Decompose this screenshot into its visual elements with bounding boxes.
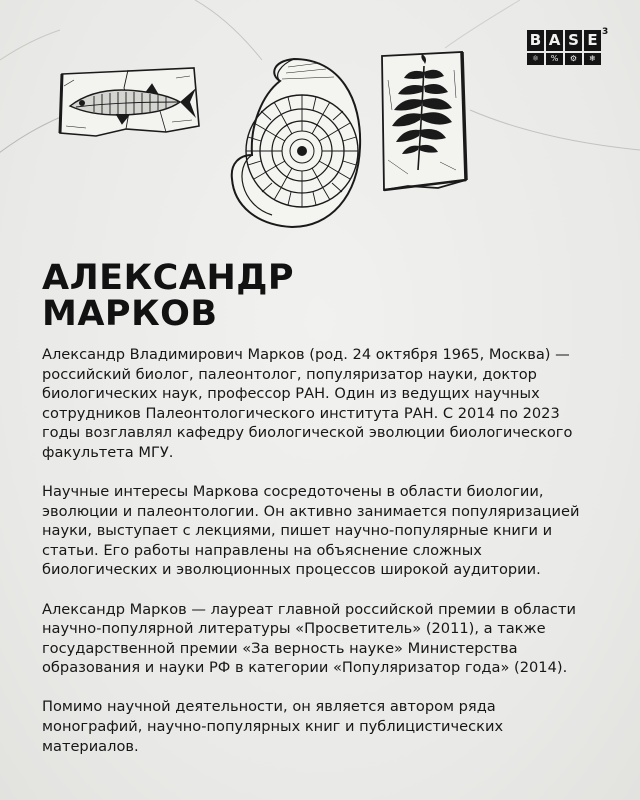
- text-line: Помимо научной деятельности, он является автором ряда: [42, 698, 496, 716]
- text-line: образования и науки РФ в категории «Популяризатор года» (2014).: [42, 659, 568, 677]
- paragraph-interests: [42, 482, 612, 580]
- page-title: [42, 260, 294, 332]
- text-line: Александр Владимирович Марков (род. 24 октября 1965, Москва) —: [42, 346, 570, 363]
- brand-letter: S: [565, 30, 582, 51]
- text-line: российский биолог, палеонтолог, популяризатор науки, доктор: [42, 365, 537, 383]
- text-line: Александр Марков — лауреат главной российской премии в области: [42, 600, 576, 618]
- title-line: АЛЕКСАНДР: [42, 258, 295, 298]
- brand-wordmark: [527, 30, 609, 51]
- text-line: материалов.: [42, 737, 139, 755]
- text-line: эволюции и палеонтологии. Он активно занимается популяризацией: [42, 502, 580, 520]
- text-line: науки, выступает с лекциями, пишет научно-популярные книги и: [42, 522, 553, 540]
- fern-fossil-icon: [378, 50, 470, 192]
- brand-letter: E: [584, 30, 601, 51]
- title-line: МАРКОВ: [42, 294, 218, 334]
- atom-icon: ⚛: [527, 53, 544, 65]
- ammonite-icon: [222, 55, 366, 231]
- text-line: государственной премии «За верность науке» Министерства: [42, 639, 518, 657]
- snowflake-icon: ❄: [584, 53, 601, 65]
- fraction-icon: %: [546, 53, 563, 65]
- paragraph-biography: [42, 345, 612, 463]
- text-line: научно-популярной литературы «Просветитель» (2011), а также: [42, 620, 546, 638]
- fish-fossil-icon: [56, 66, 202, 140]
- text-line: биологических наук, профессор РАН. Один из ведущих научных: [42, 385, 540, 403]
- text-line: Научные интересы Маркова сосредоточены в области биологии,: [42, 483, 544, 501]
- text-line: факультета МГУ.: [42, 443, 174, 461]
- text-line: статьи. Его работы направлены на объяснение сложных: [42, 541, 482, 559]
- brand-superscript: 3: [602, 27, 609, 37]
- gear-icon: ⚙: [565, 53, 582, 65]
- text-line: годы возглавлял кафедру биологической эволюции биологического: [42, 424, 573, 442]
- brand-icon-row: [527, 53, 609, 65]
- text-line: монографий, научно-популярных книг и публицистических: [42, 718, 504, 735]
- brand-letter: A: [546, 30, 563, 51]
- text-line: сотрудников Палеонтологического института РАН. С 2014 по 2023: [42, 404, 560, 422]
- brand-letter: B: [527, 30, 544, 51]
- brand-logo: [527, 27, 609, 70]
- text-line: биологических и эволюционных процессов широкой аудитории.: [42, 561, 541, 579]
- paragraph-awards: [42, 600, 612, 678]
- paragraph-publications: [42, 697, 612, 756]
- article-body: [42, 345, 612, 776]
